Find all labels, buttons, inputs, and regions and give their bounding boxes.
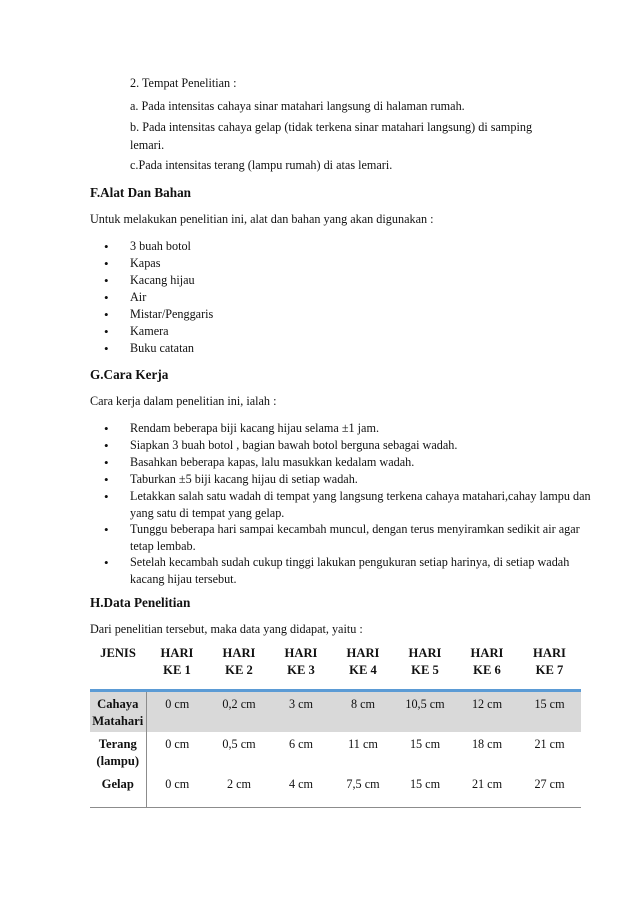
list-item: 3 buah botol [130,239,191,253]
table-cell: 15 cm [518,691,581,733]
table-cell: 0 cm [146,691,208,733]
table-cell: 10,5 cm [394,691,456,733]
row-header: Terang (lampu) [96,737,140,768]
list-item: Air [130,290,147,304]
table-row [90,732,581,772]
bullet-icon: • [104,341,109,356]
data-heading: H.Data Penelitian [90,595,191,610]
column-header: HARI KE 6 [456,639,518,691]
column-header: HARI KE 4 [332,639,394,691]
table-cell: 8 cm [332,691,394,733]
list-item: Taburkan ±5 biji kacang hijau di setiap wadah. [130,472,358,486]
table-cell: 15 cm [409,737,441,751]
list-item-cont: yang satu di tempat yang gelap. [130,506,285,520]
tempat-item-b-cont: lemari. [130,138,165,152]
list-item: Kamera [130,324,169,338]
column-header: HARI KE 2 [208,639,270,691]
table-cell: 4 cm [270,772,332,808]
tempat-item-a: a. Pada intensitas cahaya sinar matahari langsung di halaman rumah. [130,99,465,113]
column-header: HARI KE 5 [394,639,456,691]
table-cell: 0,2 cm [208,691,270,733]
table-cell: 2 cm [208,772,270,808]
list-item: Tunggu beberapa hari sampai kecambah muncul, dengan terus menyiramkan sedikit air agar [130,522,580,536]
list-item: Rendam beberapa biji kacang hijau selama ±1 jam. [130,421,379,435]
table-cell: 21 cm [534,737,565,751]
table-cell: 0 cm [146,732,208,772]
tempat-item-b: b. Pada intensitas cahaya gelap (tidak terkena sinar matahari langsung) di samping [130,120,533,134]
bullet-icon: • [104,455,109,470]
tempat-title: 2. Tempat Penelitian : [130,76,237,90]
table-row [90,772,581,808]
table-row [90,691,581,733]
bullet-icon: • [104,421,109,436]
list-item: Letakkan salah satu wadah di tempat yang langsung terkena cahaya matahari,cahay lampu dan [130,489,591,503]
bullet-icon: • [104,256,109,271]
bullet-icon: • [104,307,109,322]
cara-heading: G.Cara Kerja [90,367,169,382]
alat-heading: F.Alat Dan Bahan [90,185,192,200]
bullet-icon: • [104,522,109,537]
list-item: Mistar/Penggaris [130,307,214,321]
table-header-row [90,639,581,691]
table-cell: 7,5 cm [332,772,394,808]
row-header: Cahaya Matahari [90,691,146,733]
column-header: HARI KE 3 [270,639,332,691]
list-item: Buku catatan [130,341,194,355]
tempat-item-c: c.Pada intensitas terang (lampu rumah) di atas lemari. [130,158,393,172]
table-cell: 0 cm [146,772,208,808]
list-item: Siapkan 3 buah botol , bagian bawah botol berguna sebagai wadah. [130,438,458,452]
cara-intro: Cara kerja dalam penelitian ini, ialah : [90,394,277,408]
bullet-icon: • [104,489,109,504]
bullet-icon: • [104,555,109,570]
bullet-icon: • [104,273,109,288]
list-item: Kacang hijau [130,273,195,287]
bullet-icon: • [104,239,109,254]
bullet-icon: • [104,324,109,339]
list-item: Setelah kecambah sudah cukup tinggi lakukan pengukuran setiap harinya, di setiap wadah [130,555,570,569]
table-cell: 0,5 cm [222,737,256,751]
table-cell: 11 cm [348,737,378,751]
table-cell: 15 cm [394,772,456,808]
bullet-icon: • [104,438,109,453]
column-header-jenis: JENIS [90,639,146,691]
table-cell: 21 cm [456,772,518,808]
table-cell: 18 cm [471,737,503,751]
column-header: HARI KE 1 [146,639,208,691]
bullet-icon: • [104,472,109,487]
data-intro: Dari penelitian tersebut, maka data yang didapat, yaitu : [90,622,363,636]
table-cell: 12 cm [456,691,518,733]
bullet-icon: • [104,290,109,305]
list-item: Basahkan beberapa kapas, lalu masukkan kedalam wadah. [130,455,415,469]
list-item: Kapas [130,256,161,270]
list-item-cont: tetap lembab. [130,539,196,553]
alat-intro: Untuk melakukan penelitian ini, alat dan bahan yang akan digunakan : [90,212,434,226]
data-table [90,639,581,808]
table-cell: 27 cm [518,772,581,808]
column-header: HARI KE 7 [518,639,581,691]
table-cell: 6 cm [288,737,314,751]
list-item-cont: kacang hijau tersebut. [130,572,237,586]
table-cell: 3 cm [270,691,332,733]
row-header: Gelap [90,772,146,808]
